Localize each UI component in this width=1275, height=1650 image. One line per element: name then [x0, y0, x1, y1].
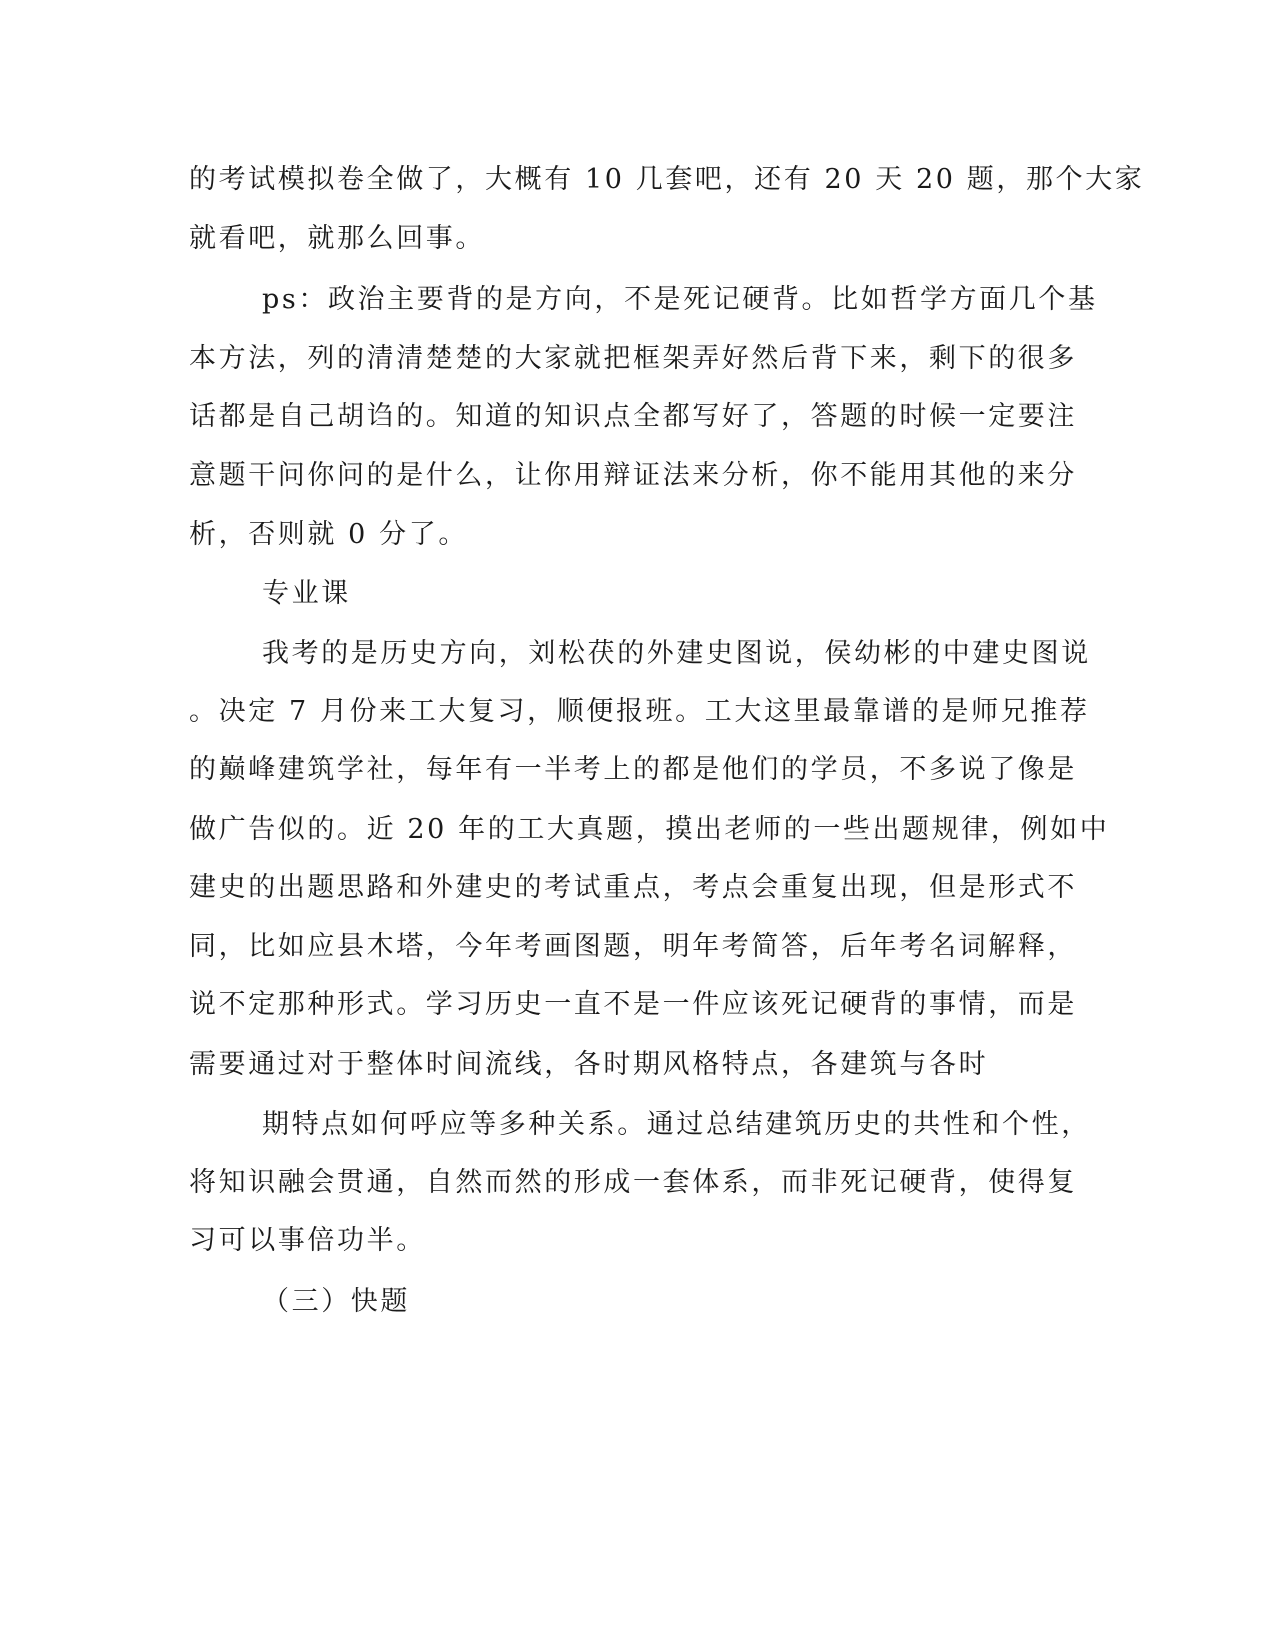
- text-line: 做广告似的。近 20 年的工大真题，摸出老师的一些出题规律，例如中: [189, 814, 1110, 845]
- text-line: 将知识融会贯通，自然而然的形成一套体系，而非死记硬背，使得复: [189, 1167, 1077, 1198]
- text-line: 本方法，列的清清楚楚的大家就把框架弄好然后背下来，剩下的很多: [189, 343, 1077, 374]
- section-heading: （三）快题: [262, 1286, 410, 1317]
- text-line: 我考的是历史方向，刘松茯的外建史图说，侯幼彬的中建史图说: [262, 638, 1091, 669]
- text-line: 的考试模拟卷全做了，大概有 10 几套吧，还有 20 天 20 题，那个大家: [189, 164, 1145, 195]
- text-line: 话都是自己胡诌的。知道的知识点全都写好了，答题的时候一定要注: [189, 401, 1077, 432]
- section-heading: 专业课: [262, 578, 351, 609]
- text-line: 建史的出题思路和外建史的考试重点，考点会重复出现，但是形式不: [189, 872, 1077, 903]
- text-line: 习可以事倍功半。: [189, 1225, 426, 1256]
- text-line: 的巅峰建筑学社，每年有一半考上的都是他们的学员，不多说了像是: [189, 754, 1077, 785]
- text-line: 就看吧，就那么回事。: [189, 223, 485, 254]
- text-line: 意题干问你问的是什么，让你用辩证法来分析，你不能用其他的来分: [189, 460, 1077, 491]
- text-line: 说不定那种形式。学习历史一直不是一件应该死记硬背的事情，而是: [189, 989, 1077, 1020]
- text-line: ps：政治主要背的是方向，不是死记硬背。比如哲学方面几个基: [262, 284, 1098, 315]
- text-line: 需要通过对于整体时间流线，各时期风格特点，各建筑与各时: [189, 1049, 989, 1080]
- text-line: 析，否则就 0 分了。: [189, 519, 468, 550]
- text-line: 同，比如应县木塔，今年考画图题，明年考简答，后年考名词解释，: [189, 931, 1077, 962]
- text-line: 。决定 7 月份来工大复习，顺便报班。工大这里最靠谱的是师兄推荐: [189, 696, 1090, 727]
- text-line: 期特点如何呼应等多种关系。通过总结建筑历史的共性和个性，: [262, 1109, 1091, 1140]
